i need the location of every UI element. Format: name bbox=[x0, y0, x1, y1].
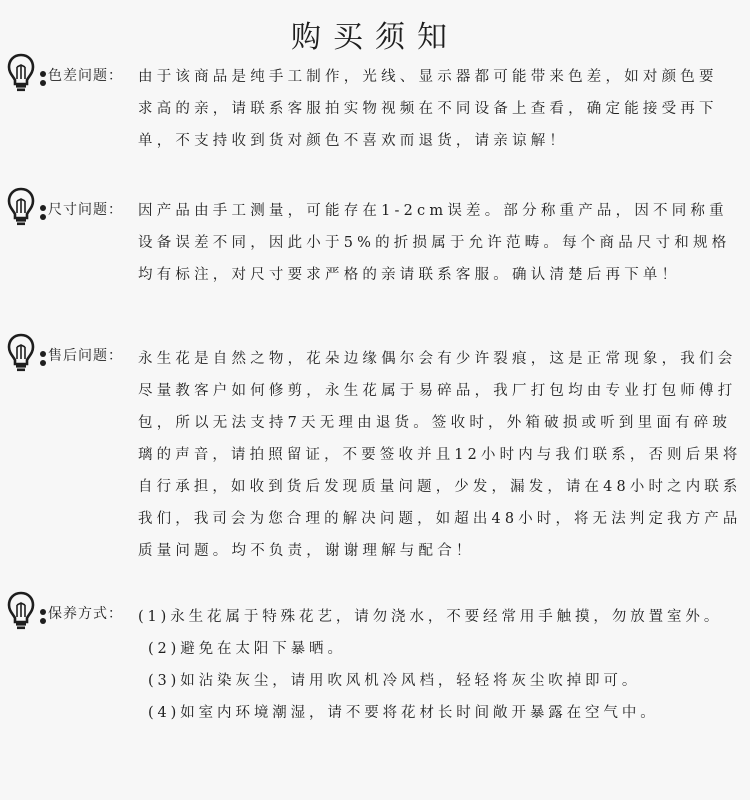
text-line: 璃的声音，请拍照留证，不要签收并且12小时内与我们联系，否则后果将 bbox=[138, 447, 742, 463]
bullet-dot bbox=[40, 609, 46, 615]
bullet-dot bbox=[40, 351, 46, 357]
text-line: 因产品由手工测量，可能存在1-2cm误差。部分称重产品，因不同称重 bbox=[138, 203, 728, 219]
text-line: 自行承担，如收到货后发现质量问题，少发，漏发，请在48小时之内联系 bbox=[138, 479, 742, 495]
bullet-dot bbox=[40, 80, 46, 86]
section-label: 尺寸问题： bbox=[48, 202, 123, 218]
text-line: 尽量教客户如何修剪，永生花属于易碎品，我厂打包均由专业打包师傅打 bbox=[138, 383, 737, 399]
bullet-dot bbox=[40, 618, 46, 624]
lightbulb-icon bbox=[6, 52, 36, 94]
text-line: 包，所以无法支持7天无理由退货。签收时，外箱破损或听到里面有碎玻 bbox=[138, 415, 732, 431]
page-title: 购买须知 bbox=[291, 20, 459, 55]
lightbulb-icon bbox=[6, 332, 36, 374]
bullet-dot bbox=[40, 71, 46, 77]
lightbulb-icon bbox=[6, 186, 36, 228]
text-line: 设备误差不同，因此小于5%的折损属于允许范畴。每个商品尺寸和规格 bbox=[138, 235, 731, 251]
text-line: 均有标注，对尺寸要求严格的亲请联系客服。确认清楚后再下单！ bbox=[138, 267, 681, 283]
text-line: 由于该商品是纯手工制作，光线、显示器都可能带来色差，如对颜色要 bbox=[138, 69, 718, 85]
care-item: (3)如沾染灰尘，请用吹风机冷风档，轻轻将灰尘吹掉即可。 bbox=[148, 673, 641, 689]
text-line: 永生花是自然之物，花朵边缘偶尔会有少许裂痕，这是正常现象，我们会 bbox=[138, 351, 737, 367]
text-line: 质量问题。均不负责，谢谢理解与配合！ bbox=[138, 543, 475, 559]
section-label: 保养方式： bbox=[48, 606, 123, 622]
text-line: 单，不支持收到货对颜色不喜欢而退货，请亲谅解！ bbox=[138, 133, 569, 149]
care-item: (1)永生花属于特殊花艺，请勿浇水，不要经常用手触摸，勿放置室外。 bbox=[138, 609, 723, 625]
care-item: (2)避免在太阳下暴晒。 bbox=[148, 641, 346, 657]
bullet-dot bbox=[40, 214, 46, 220]
bullet-dot bbox=[40, 360, 46, 366]
section-label: 色差问题： bbox=[48, 68, 123, 84]
lightbulb-icon bbox=[6, 590, 36, 632]
section-label: 售后问题： bbox=[48, 348, 123, 364]
care-item: (4)如室内环境潮湿，请不要将花材长时间敞开暴露在空气中。 bbox=[148, 705, 659, 721]
text-line: 求高的亲，请联系客服拍实物视频在不同设备上查看，确定能接受再下 bbox=[138, 101, 718, 117]
bullet-dot bbox=[40, 205, 46, 211]
text-line: 我们，我司会为您合理的解决问题，如超出48小时，将无法判定我方产品 bbox=[138, 511, 742, 527]
